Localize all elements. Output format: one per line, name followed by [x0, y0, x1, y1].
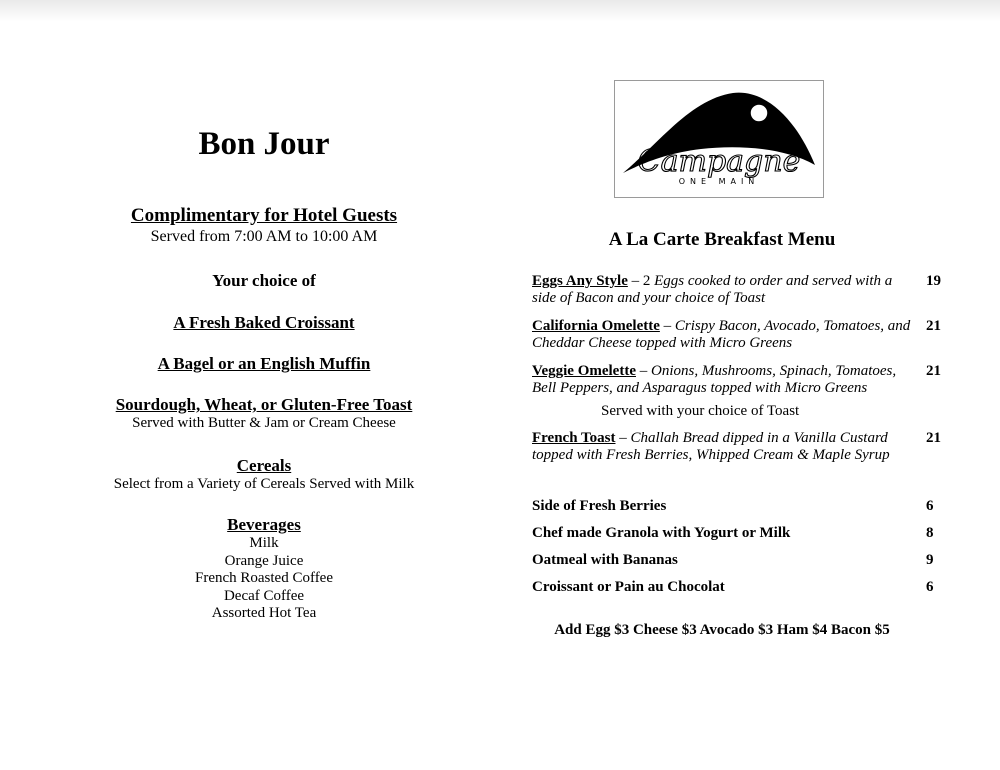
side-price: 6 [926, 498, 934, 514]
option-toast: Sourdough, Wheat, or Gluten-Free Toast [115, 395, 413, 414]
option-croissant: A Fresh Baked Croissant [173, 313, 355, 332]
option-bagel: A Bagel or an English Muffin [157, 354, 371, 373]
toast-section [80, 395, 448, 433]
logo-emblem-icon [615, 81, 823, 197]
beverages-section [80, 515, 448, 623]
side-price: 6 [926, 579, 934, 595]
side-item-granola: Chef made Granola with Yogurt or Milk [532, 525, 791, 541]
beverages-heading: Beverages [227, 515, 301, 534]
complimentary-section [80, 205, 448, 247]
logo-wordmark: Campagne [637, 144, 801, 179]
side-item-croissant: Croissant or Pain au Chocolat [532, 579, 725, 595]
item-name: Eggs Any Style [532, 273, 628, 289]
cereals-heading: Cereals [236, 456, 292, 475]
menu-item-eggs [532, 273, 912, 307]
item-description: Crispy Bacon, Avocado, Tomatoes, and Cheddar Cheese topped with Micro Greens [532, 318, 911, 351]
logo-subtext: ONE MAIN [678, 177, 760, 186]
item-price: 19 [926, 273, 941, 289]
beverage-item: French Roasted Coffee [194, 570, 334, 586]
beverage-item: Milk [249, 535, 279, 551]
toast-note: Served with Butter & Jam or Cream Cheese [132, 415, 396, 431]
item-separator: – [659, 318, 675, 334]
item-price: 21 [926, 318, 941, 334]
item-name: California Omelette [532, 318, 660, 334]
side-price: 8 [926, 525, 934, 541]
menu-item-california-omelette [532, 318, 912, 352]
campagne-logo [614, 80, 824, 198]
page-title: Bon Jour [198, 126, 330, 162]
omelette-note: Served with your choice of Toast [601, 403, 800, 419]
cereals-note: Select from a Variety of Cereals Served with Milk [113, 476, 415, 492]
beverage-item: Assorted Hot Tea [211, 605, 317, 621]
item-separator: – 2 [627, 273, 655, 289]
item-description: Challah Bread dipped in a Vanilla Custard topped with Fresh Berries, Whipped Cream & Maple Syrup [532, 430, 890, 463]
item-separator: – [635, 363, 651, 379]
item-name: Veggie Omelette [532, 363, 636, 379]
choice-label: Your choice of [212, 271, 316, 290]
beverage-item: Decaf Coffee [223, 587, 305, 604]
item-price: 21 [926, 363, 941, 379]
menu-item-veggie-omelette [532, 363, 912, 397]
a-la-carte-title: A La Carte Breakfast Menu [608, 229, 836, 250]
item-price: 21 [926, 430, 941, 446]
item-description: Onions, Mushrooms, Spinach, Tomatoes, Bell Peppers, and Asparagus topped with Micro Greens [532, 363, 897, 396]
item-name: French Toast [532, 430, 616, 446]
side-item-berries: Side of Fresh Berries [532, 498, 667, 514]
add-ons-line: Add Egg $3 Cheese $3 Avocado $3 Ham $4 Bacon $5 [554, 622, 890, 638]
cereals-section [80, 456, 448, 494]
beverage-item: Orange Juice [224, 552, 304, 569]
service-hours: Served from 7:00 AM to 10:00 AM [150, 228, 378, 245]
top-shadow [0, 0, 1000, 22]
side-price: 9 [926, 552, 934, 568]
side-item-oatmeal: Oatmeal with Bananas [532, 552, 678, 568]
complimentary-heading: Complimentary for Hotel Guests [130, 205, 398, 226]
menu-item-french-toast [532, 430, 912, 464]
item-separator: – [615, 430, 631, 446]
item-description: Eggs cooked to order and served with a side of Bacon and your choice of Toast [532, 273, 893, 306]
